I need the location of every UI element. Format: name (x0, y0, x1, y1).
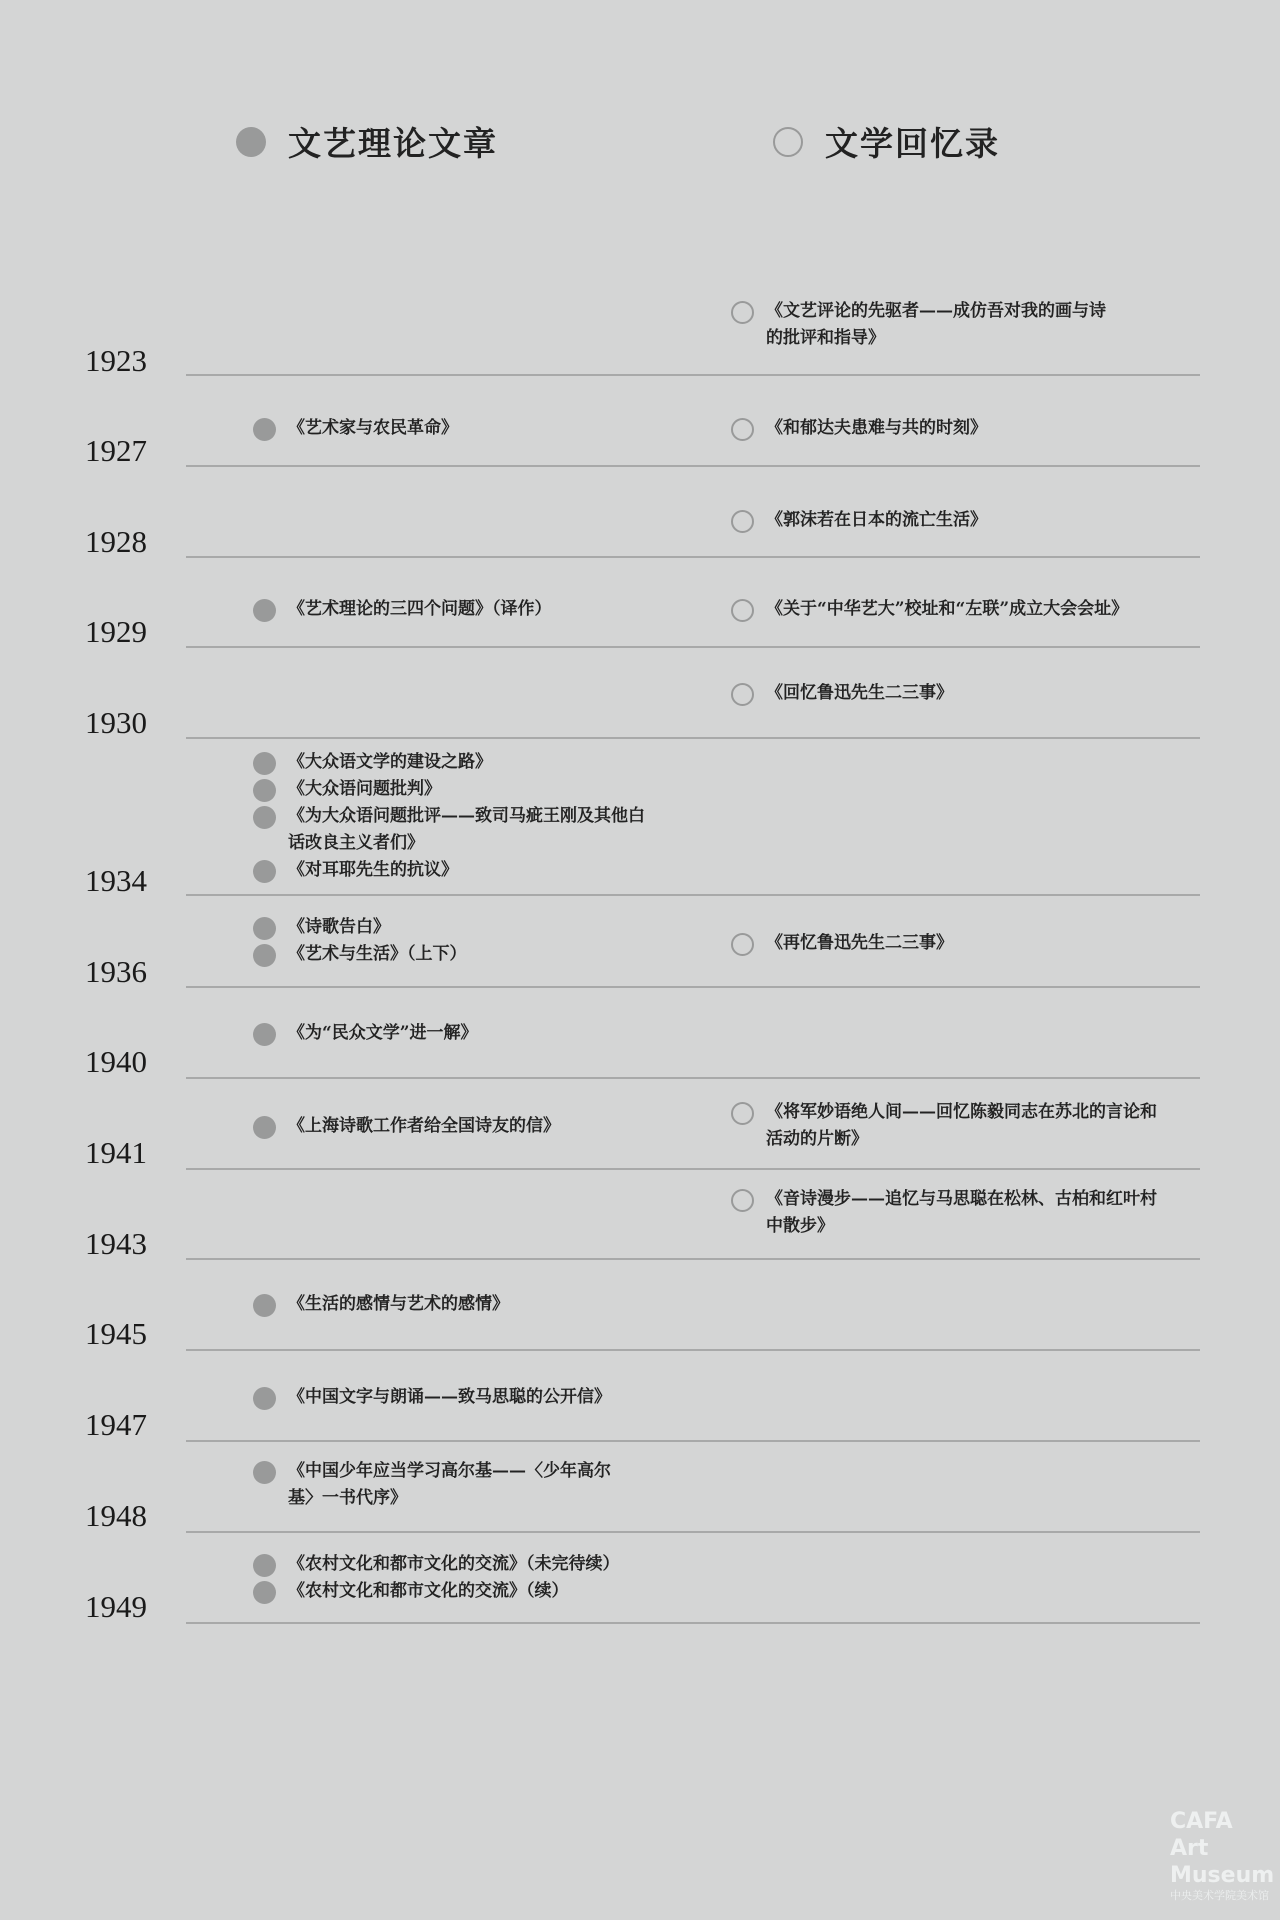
year-label: 1945 (85, 1316, 147, 1351)
memoir-entry (731, 1100, 1171, 1153)
memoir-entry (731, 681, 1201, 707)
theory-entry (253, 858, 673, 884)
theory-title: 《对耳耶先生的抗议》 (288, 860, 458, 880)
memoir-entry (731, 416, 1201, 442)
museum-watermark (1170, 1808, 1274, 1903)
filled-circle-icon (253, 1023, 276, 1046)
theory-title: 《艺术与生活》（上下） (288, 944, 467, 964)
memoir-title: 《回忆鲁迅先生二三事》 (766, 683, 953, 703)
filled-circle-icon (253, 779, 276, 802)
year-label: 1923 (85, 343, 147, 378)
filled-circle-icon (253, 806, 276, 829)
theory-entry (253, 1552, 673, 1578)
hollow-circle-icon (731, 510, 754, 533)
memoir-entry (731, 299, 1111, 352)
timeline-rule (186, 986, 1200, 988)
filled-circle-icon (253, 1581, 276, 1604)
memoir-title: 《将军妙语绝人间——回忆陈毅同志在苏北的言论和活动的片断》 (766, 1102, 1157, 1149)
timeline-rule (186, 465, 1200, 467)
filled-circle-icon (253, 1387, 276, 1410)
filled-circle-icon (253, 599, 276, 622)
watermark-line: Museum (1170, 1863, 1275, 1888)
memoir-title: 《再忆鲁迅先生二三事》 (766, 933, 953, 953)
filled-circle-icon (253, 1116, 276, 1139)
theory-entry (253, 1114, 673, 1140)
memoir-entry (731, 931, 1201, 957)
timeline-rule (186, 646, 1200, 648)
filled-circle-icon (253, 860, 276, 883)
theory-title: 《农村文化和都市文化的交流》（续） (288, 1581, 569, 1601)
year-label: 1928 (85, 524, 147, 559)
hollow-circle-icon (731, 933, 754, 956)
year-label: 1934 (85, 863, 147, 898)
theory-title: 《大众语文学的建设之路》 (288, 752, 492, 772)
hollow-circle-icon (731, 301, 754, 324)
year-label: 1947 (85, 1407, 147, 1442)
year-label: 1949 (85, 1589, 147, 1624)
filled-circle-icon (236, 127, 266, 157)
memoir-entry (731, 1187, 1171, 1240)
year-label: 1940 (85, 1044, 147, 1079)
hollow-circle-icon (731, 1189, 754, 1212)
theory-entry (253, 750, 673, 776)
watermark-line: CAFA (1170, 1809, 1233, 1834)
timeline-rule (186, 894, 1200, 896)
hollow-circle-icon (731, 1102, 754, 1125)
year-label: 1930 (85, 705, 147, 740)
year-label: 1941 (85, 1135, 147, 1170)
theory-title: 《中国少年应当学习高尔基——〈少年高尔基〉一书代序》 (288, 1461, 611, 1508)
timeline-rule (186, 374, 1200, 376)
theory-title: 《中国文字与朗诵——致马思聪的公开信》 (288, 1387, 611, 1407)
theory-title: 《为大众语问题批评——致司马疵王刚及其他白话改良主义者们》 (288, 806, 645, 853)
theory-title: 《艺术理论的三四个问题》（译作） (288, 599, 552, 619)
legend-memoir-label: 文学回忆录 (825, 124, 1000, 163)
legend-theory-label: 文艺理论文章 (288, 124, 498, 163)
timeline-rule (186, 1077, 1200, 1079)
filled-circle-icon (253, 917, 276, 940)
hollow-circle-icon (731, 418, 754, 441)
timeline-rule (186, 1531, 1200, 1533)
watermark-line: Art (1170, 1836, 1209, 1861)
theory-entry (253, 1385, 673, 1411)
theory-entry (253, 915, 673, 941)
filled-circle-icon (253, 1294, 276, 1317)
theory-entry (253, 1021, 673, 1047)
theory-entry (253, 942, 673, 968)
filled-circle-icon (253, 418, 276, 441)
hollow-circle-icon (731, 599, 754, 622)
filled-circle-icon (253, 752, 276, 775)
memoir-title: 《关于“中华艺大”校址和“左联”成立大会会址》 (766, 599, 1129, 619)
theory-entry (253, 1459, 623, 1512)
theory-title: 《农村文化和都市文化的交流》（未完待续） (288, 1554, 620, 1574)
theory-entry (253, 1292, 673, 1318)
theory-entry (253, 597, 673, 623)
year-label: 1929 (85, 614, 147, 649)
theory-title: 《生活的感情与艺术的感情》 (288, 1294, 509, 1314)
year-label: 1943 (85, 1226, 147, 1261)
filled-circle-icon (253, 1554, 276, 1577)
memoir-title: 《音诗漫步——追忆与马思聪在松林、古柏和红叶村中散步》 (766, 1189, 1157, 1236)
memoir-title: 《和郁达夫患难与共的时刻》 (766, 418, 987, 438)
year-label: 1948 (85, 1498, 147, 1533)
watermark-line: 中央美术学院美术馆 (1170, 1889, 1269, 1902)
theory-title: 《为“民众文学”进一解》 (288, 1023, 478, 1043)
memoir-entry (731, 508, 1201, 534)
timeline-rule (186, 1349, 1200, 1351)
year-label: 1936 (85, 954, 147, 989)
year-label: 1927 (85, 433, 147, 468)
theory-entry (253, 804, 653, 857)
timeline-rule (186, 1168, 1200, 1170)
hollow-circle-icon (773, 127, 803, 157)
hollow-circle-icon (731, 683, 754, 706)
timeline-rule (186, 737, 1200, 739)
theory-entry (253, 777, 673, 803)
theory-title: 《诗歌告白》 (288, 917, 390, 937)
theory-entry (253, 1579, 673, 1605)
timeline-rule (186, 1622, 1200, 1624)
theory-title: 《上海诗歌工作者给全国诗友的信》 (288, 1116, 560, 1136)
memoir-title: 《郭沫若在日本的流亡生活》 (766, 510, 987, 530)
legend-theory (236, 118, 498, 165)
memoir-entry (731, 597, 1201, 623)
theory-title: 《大众语问题批判》 (288, 779, 441, 799)
timeline-rule (186, 1258, 1200, 1260)
theory-title: 《艺术家与农民革命》 (288, 418, 458, 438)
legend-memoir (773, 118, 1000, 165)
memoir-title: 《文艺评论的先驱者——成仿吾对我的画与诗的批评和指导》 (766, 301, 1106, 348)
filled-circle-icon (253, 1461, 276, 1484)
theory-entry (253, 416, 673, 442)
filled-circle-icon (253, 944, 276, 967)
timeline-rule (186, 1440, 1200, 1442)
timeline-rule (186, 556, 1200, 558)
